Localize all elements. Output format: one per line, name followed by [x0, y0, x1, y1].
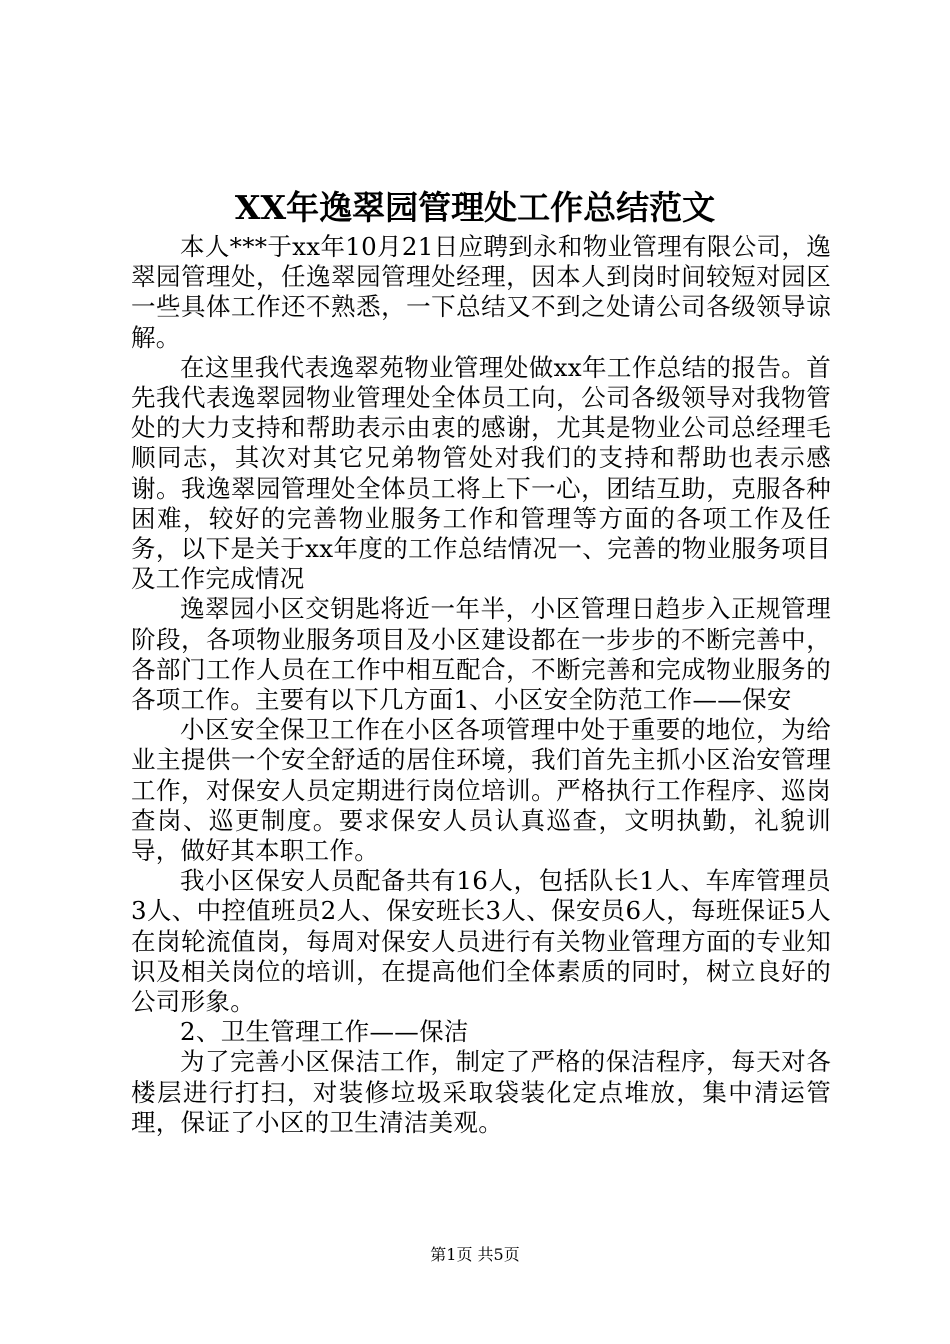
paragraph-sanitation-heading: 2、卫生管理工作——保洁: [180, 1017, 469, 1047]
paragraph-sanitation-work: 为了完善小区保洁工作，制定了严格的保洁程序，每天对各楼层进行打扫，对装修垃圾采取袋装化定点堆放，集中清运管理，保证了小区的卫生清洁美观。: [131, 1047, 831, 1137]
paragraph-intro: 本人***于xx年10月21日应聘到永和物业管理有限公司，逸翠园管理处，任逸翠园管理处经理，因本人到岗时间较短对园区一些具体工作还不熟悉，一下总结又不到之处请公司各级领导谅解。: [131, 232, 831, 352]
paragraph-security-staffing: 我小区保安人员配备共有16人，包括队长1人、车库管理员3人、中控值班员2人、保安班长3人、保安员6人，每班保证5人在岗轮流值岗，每周对保安人员进行有关物业管理方面的专业知识及相关岗位的培训，在提高他们全体素质的同时，树立良好的公司形象。: [131, 866, 831, 1017]
paragraph-security-work: 小区安全保卫工作在小区各项管理中处于重要的地位，为给业主提供一个安全舒适的居住环境，我们首先主抓小区治安管理工作，对保安人员定期进行岗位培训。严格执行工作程序、巡岗查岗、巡更制度。要求保安人员认真巡查，文明执勤，礼貌训导，做好其本职工作。: [131, 715, 831, 866]
paragraph-report-thanks: 在这里我代表逸翠苑物业管理处做xx年工作总结的报告。首先我代表逸翠园物业管理处全体员工向，公司各级领导对我物管处的大力支持和帮助表示由衷的感谢，尤其是物业公司总经理毛顺同志，其次对其它兄弟物管处对我们的支持和帮助也表示感谢。我逸翠园管理处全体员工将上下一心，团结互助，克服各种困难，较好的完善物业服务工作和管理等方面的各项工作及任务，以下是关于xx年度的工作总结情况一、完善的物业服务项目及工作完成情况: [131, 352, 831, 594]
document-title: XX年逸翠园管理处工作总结范文: [234, 188, 716, 227]
page-footer: 第1页 共5页: [430, 1245, 520, 1264]
document-body: [131, 232, 831, 1138]
paragraph-service-overview: 逸翠园小区交钥匙将近一年半，小区管理日趋步入正规管理阶段，各项物业服务项目及小区建设都在一步步的不断完善中，各部门工作人员在工作中相互配合，不断完善和完成物业服务的各项工作。主要有以下几方面1、小区安全防范工作——保安: [131, 594, 831, 715]
